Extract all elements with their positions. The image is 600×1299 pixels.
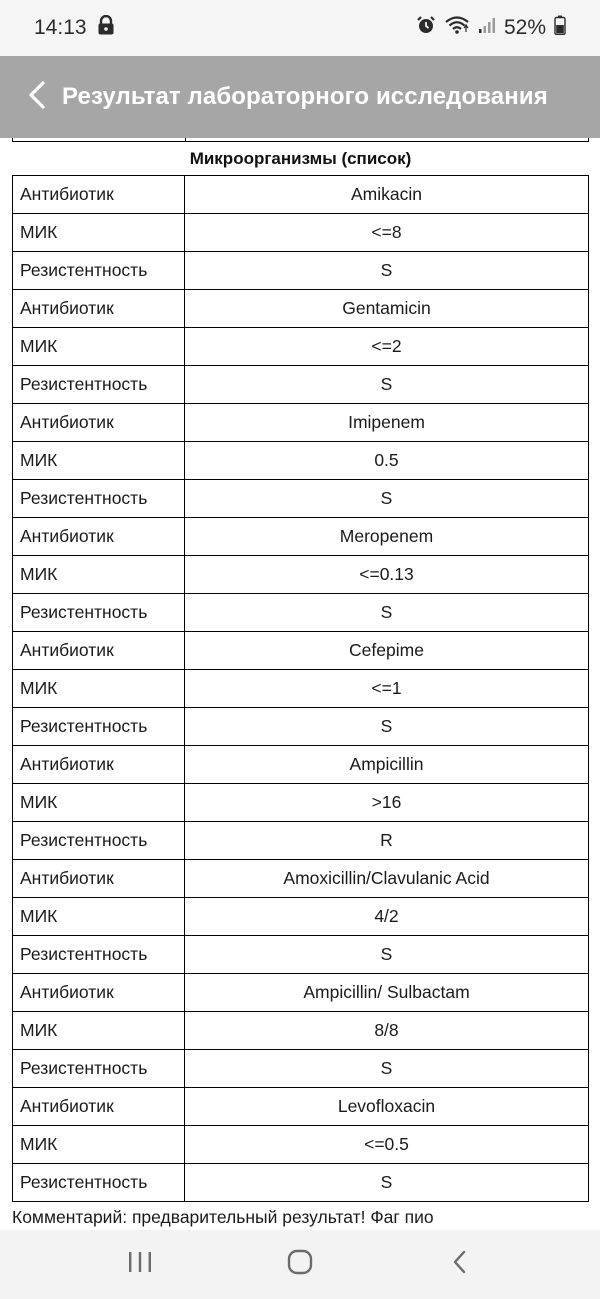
table-row: [13, 366, 589, 404]
row-label: Резистентность: [13, 822, 185, 860]
row-value: Imipenem: [185, 404, 589, 442]
table-row: [13, 936, 589, 974]
row-label: Антибиотик: [13, 860, 185, 898]
comment-text: Комментарий: предварительный результат! Фаг пио: [12, 1207, 434, 1227]
row-label: МИК: [13, 214, 185, 252]
battery-percent: 52%: [503, 16, 546, 39]
row-value: 0.5: [185, 442, 589, 480]
row-label: Резистентность: [13, 1164, 185, 1202]
row-label: Резистентность: [13, 708, 185, 746]
table-row: [13, 556, 589, 594]
nav-back-button[interactable]: [430, 1240, 490, 1290]
row-value: <=0.13: [185, 556, 589, 594]
table-row: [13, 1164, 589, 1202]
system-nav-bar: [0, 1230, 600, 1299]
table-row: [13, 252, 589, 290]
row-label: Антибиотик: [13, 404, 185, 442]
row-label: Резистентность: [13, 1050, 185, 1088]
back-button[interactable]: [20, 77, 54, 117]
row-value: <=2: [185, 328, 589, 366]
row-value: Amoxicillin/Clavulanic Acid: [185, 860, 589, 898]
table-row: [13, 784, 589, 822]
table-row: [13, 1126, 589, 1164]
row-value: >16: [185, 784, 589, 822]
results-table: [12, 175, 589, 1202]
row-value: S: [185, 480, 589, 518]
battery-icon: [554, 15, 566, 41]
table-row: [13, 708, 589, 746]
status-right: [416, 15, 566, 41]
row-value: S: [185, 252, 589, 290]
row-label: Антибиотик: [13, 1088, 185, 1126]
table-row: [13, 442, 589, 480]
table-row: [13, 860, 589, 898]
row-label: МИК: [13, 784, 185, 822]
table-row: [13, 632, 589, 670]
row-value: Meropenem: [185, 518, 589, 556]
row-label: МИК: [13, 328, 185, 366]
row-value: <=1: [185, 670, 589, 708]
row-label: МИК: [13, 670, 185, 708]
row-label: МИК: [13, 1012, 185, 1050]
row-value: Amikacin: [185, 176, 589, 214]
results-content[interactable]: [0, 138, 600, 1230]
row-label: Резистентность: [13, 366, 185, 404]
table-row: [13, 214, 589, 252]
section-title: Микроорганизмы (список): [189, 149, 412, 168]
row-label: Резистентность: [13, 252, 185, 290]
row-value: S: [185, 594, 589, 632]
back-icon: [451, 1248, 469, 1281]
table-row: [13, 1050, 589, 1088]
table-row: [13, 746, 589, 784]
lock-icon: [97, 15, 115, 41]
row-value: S: [185, 366, 589, 404]
row-value: Cefepime: [185, 632, 589, 670]
row-value: S: [185, 708, 589, 746]
table-row: [13, 1088, 589, 1126]
row-value: <=0.5: [185, 1126, 589, 1164]
status-left: [34, 15, 115, 41]
row-label: Антибиотик: [13, 518, 185, 556]
row-label: Антибиотик: [13, 632, 185, 670]
wifi-icon: [444, 15, 470, 41]
signal-icon: [478, 16, 496, 40]
table-row: [13, 822, 589, 860]
table-row: [13, 670, 589, 708]
row-value: S: [185, 1164, 589, 1202]
row-value: S: [185, 936, 589, 974]
row-value: 4/2: [185, 898, 589, 936]
row-label: Резистентность: [13, 594, 185, 632]
row-value: S: [185, 1050, 589, 1088]
row-value: Levofloxacin: [185, 1088, 589, 1126]
row-label: МИК: [13, 556, 185, 594]
table-row: [13, 594, 589, 632]
row-value: R: [185, 822, 589, 860]
table-row: [13, 1012, 589, 1050]
row-label: Резистентность: [13, 480, 185, 518]
alarm-icon: [416, 15, 436, 41]
table-row: [13, 290, 589, 328]
row-label: Антибиотик: [13, 290, 185, 328]
table-row: [13, 518, 589, 556]
row-value: Ampicillin: [185, 746, 589, 784]
row-value: 8/8: [185, 1012, 589, 1050]
home-button[interactable]: [270, 1240, 330, 1290]
table-row: [13, 404, 589, 442]
table-row: [13, 898, 589, 936]
row-label: Антибиотик: [13, 974, 185, 1012]
row-label: МИК: [13, 442, 185, 480]
row-label: Резистентность: [13, 936, 185, 974]
row-value: Ampicillin/ Sulbactam: [185, 974, 589, 1012]
status-bar: [0, 0, 600, 56]
table-row: [13, 974, 589, 1012]
page-title: Результат лабораторного исследования: [62, 83, 548, 110]
row-label: МИК: [13, 898, 185, 936]
row-value: <=8: [185, 214, 589, 252]
recents-icon: [127, 1250, 153, 1279]
row-label: МИК: [13, 1126, 185, 1164]
row-label: Антибиотик: [13, 176, 185, 214]
table-row: [13, 328, 589, 366]
home-icon: [286, 1248, 314, 1281]
table-row: [13, 176, 589, 214]
app-header: [0, 56, 600, 138]
status-time: 14:13: [34, 16, 87, 39]
table-row: [13, 480, 589, 518]
chevron-left-icon: [28, 81, 46, 114]
row-label: Антибиотик: [13, 746, 185, 784]
recents-button[interactable]: [110, 1240, 170, 1290]
row-value: Gentamicin: [185, 290, 589, 328]
